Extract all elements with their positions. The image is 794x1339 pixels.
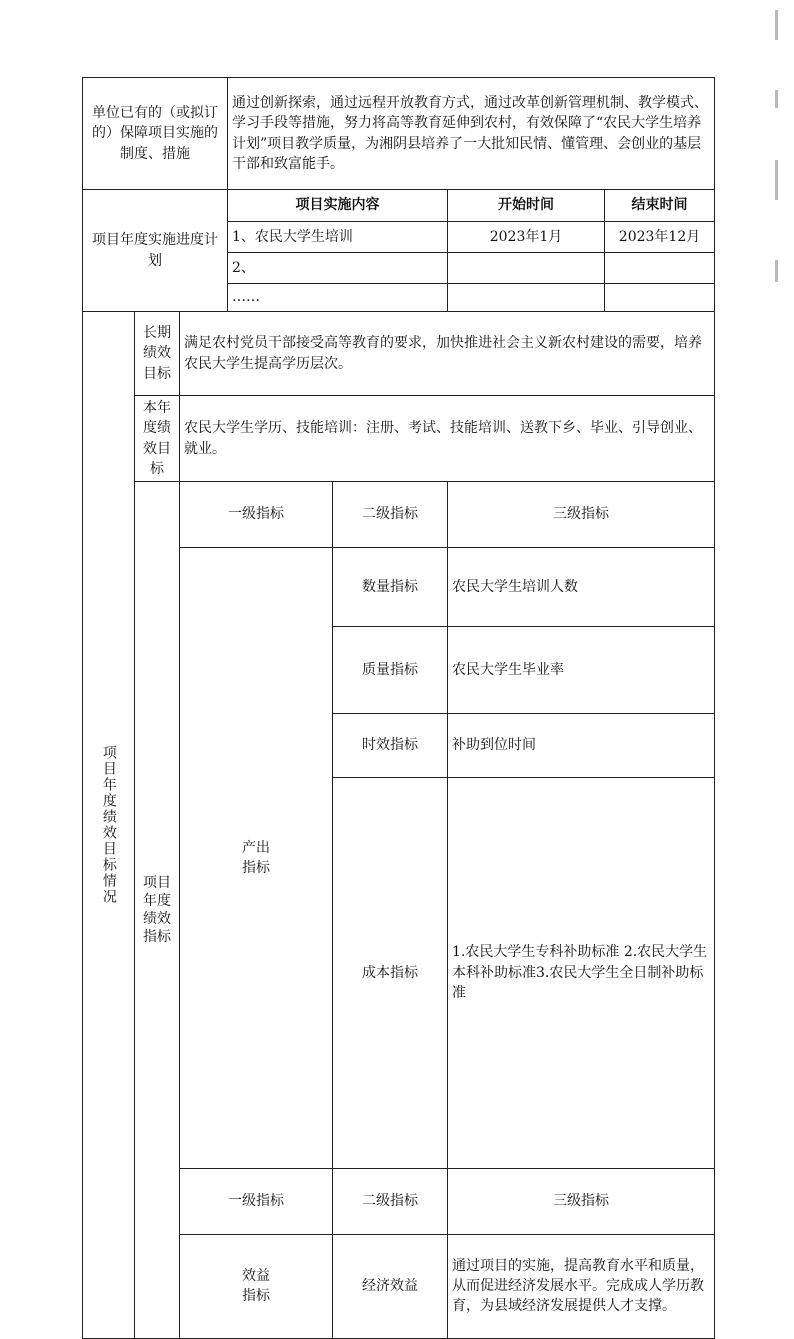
long-term-label: 长期绩效目标	[135, 312, 180, 396]
indicators-label: 项目年度绩效指标	[143, 874, 171, 946]
output-level2: 时效指标	[333, 714, 448, 778]
schedule-start	[448, 253, 605, 284]
benefit-level2: 经济效益	[333, 1234, 448, 1338]
schedule-header-content: 项目实施内容	[228, 190, 448, 222]
benefit-level1: 效益 指标	[180, 1234, 333, 1338]
schedule-label: 项目年度实施进度计划	[83, 190, 228, 312]
scan-edge-mark	[772, 0, 778, 1122]
output-level2: 质量指标	[333, 627, 448, 714]
long-term-content: 满足农村党员干部接受高等教育的要求，加快推进社会主义新农村建设的需要，培养农民大学生提高学历层次。	[180, 312, 715, 396]
measures-row	[83, 78, 715, 190]
output-level2: 数量指标	[333, 548, 448, 627]
schedule-header-start: 开始时间	[448, 190, 605, 222]
schedule-start	[448, 284, 605, 312]
output-level3: 农民大学生培训人数	[448, 548, 715, 627]
schedule-end	[605, 253, 715, 284]
indicator-header-level2: 二级指标	[333, 482, 448, 548]
annual-target-label: 项目年度绩效目标情况	[100, 744, 117, 905]
output-level3: 农民大学生毕业率	[448, 627, 715, 714]
schedule-content: 2、	[228, 253, 448, 284]
schedule-end: 2023年12月	[605, 222, 715, 253]
indicator-header-level1: 一级指标	[180, 1168, 333, 1234]
schedule-header-row	[83, 190, 715, 222]
indicator-header-level3: 三级指标	[448, 482, 715, 548]
indicator-header-level1: 一级指标	[180, 482, 333, 548]
performance-form-table	[82, 77, 715, 1339]
annual-target-label-cell	[83, 312, 135, 1339]
output-level1: 产出 指标	[180, 548, 333, 1169]
annual-label: 本年度绩效目标	[135, 396, 180, 482]
measures-label: 单位已有的（或拟订的）保障项目实施的制度、措施	[83, 78, 228, 190]
long-term-row	[83, 312, 715, 396]
indicator-header-level3: 三级指标	[448, 1168, 715, 1234]
schedule-header-end: 结束时间	[605, 190, 715, 222]
output-level3: 1.农民大学生专科补助标准 2.农民大学生本科补助标准3.农民大学生全日制补助标准	[448, 778, 715, 1169]
output-level3: 补助到位时间	[448, 714, 715, 778]
indicator-header-row	[83, 482, 715, 548]
annual-content: 农民大学生学历、技能培训：注册、考试、技能培训、送教下乡、毕业、引导创业、就业。	[180, 396, 715, 482]
measures-content: 通过创新探索，通过远程开放教育方式，通过改革创新管理机制、教学模式、学习手段等措施，努力将高等教育延伸到农村，有效保障了“农民大学生培养计划”项目教学质量，为湘阴县培养了一大批知民情、懂管理、会创业的基层干部和致富能手。	[228, 78, 715, 190]
indicator-header-level2: 二级指标	[333, 1168, 448, 1234]
annual-row	[83, 396, 715, 482]
schedule-end	[605, 284, 715, 312]
schedule-start: 2023年1月	[448, 222, 605, 253]
benefit-level3: 通过项目的实施，提高教育水平和质量，从而促进经济发展水平。完成成人学历教育，为县域经济发展提供人才支撑。	[448, 1234, 715, 1338]
output-level2: 成本指标	[333, 778, 448, 1169]
indicators-label-cell	[135, 482, 180, 1338]
schedule-content: 1、农民大学生培训	[228, 222, 448, 253]
schedule-content: ……	[228, 284, 448, 312]
